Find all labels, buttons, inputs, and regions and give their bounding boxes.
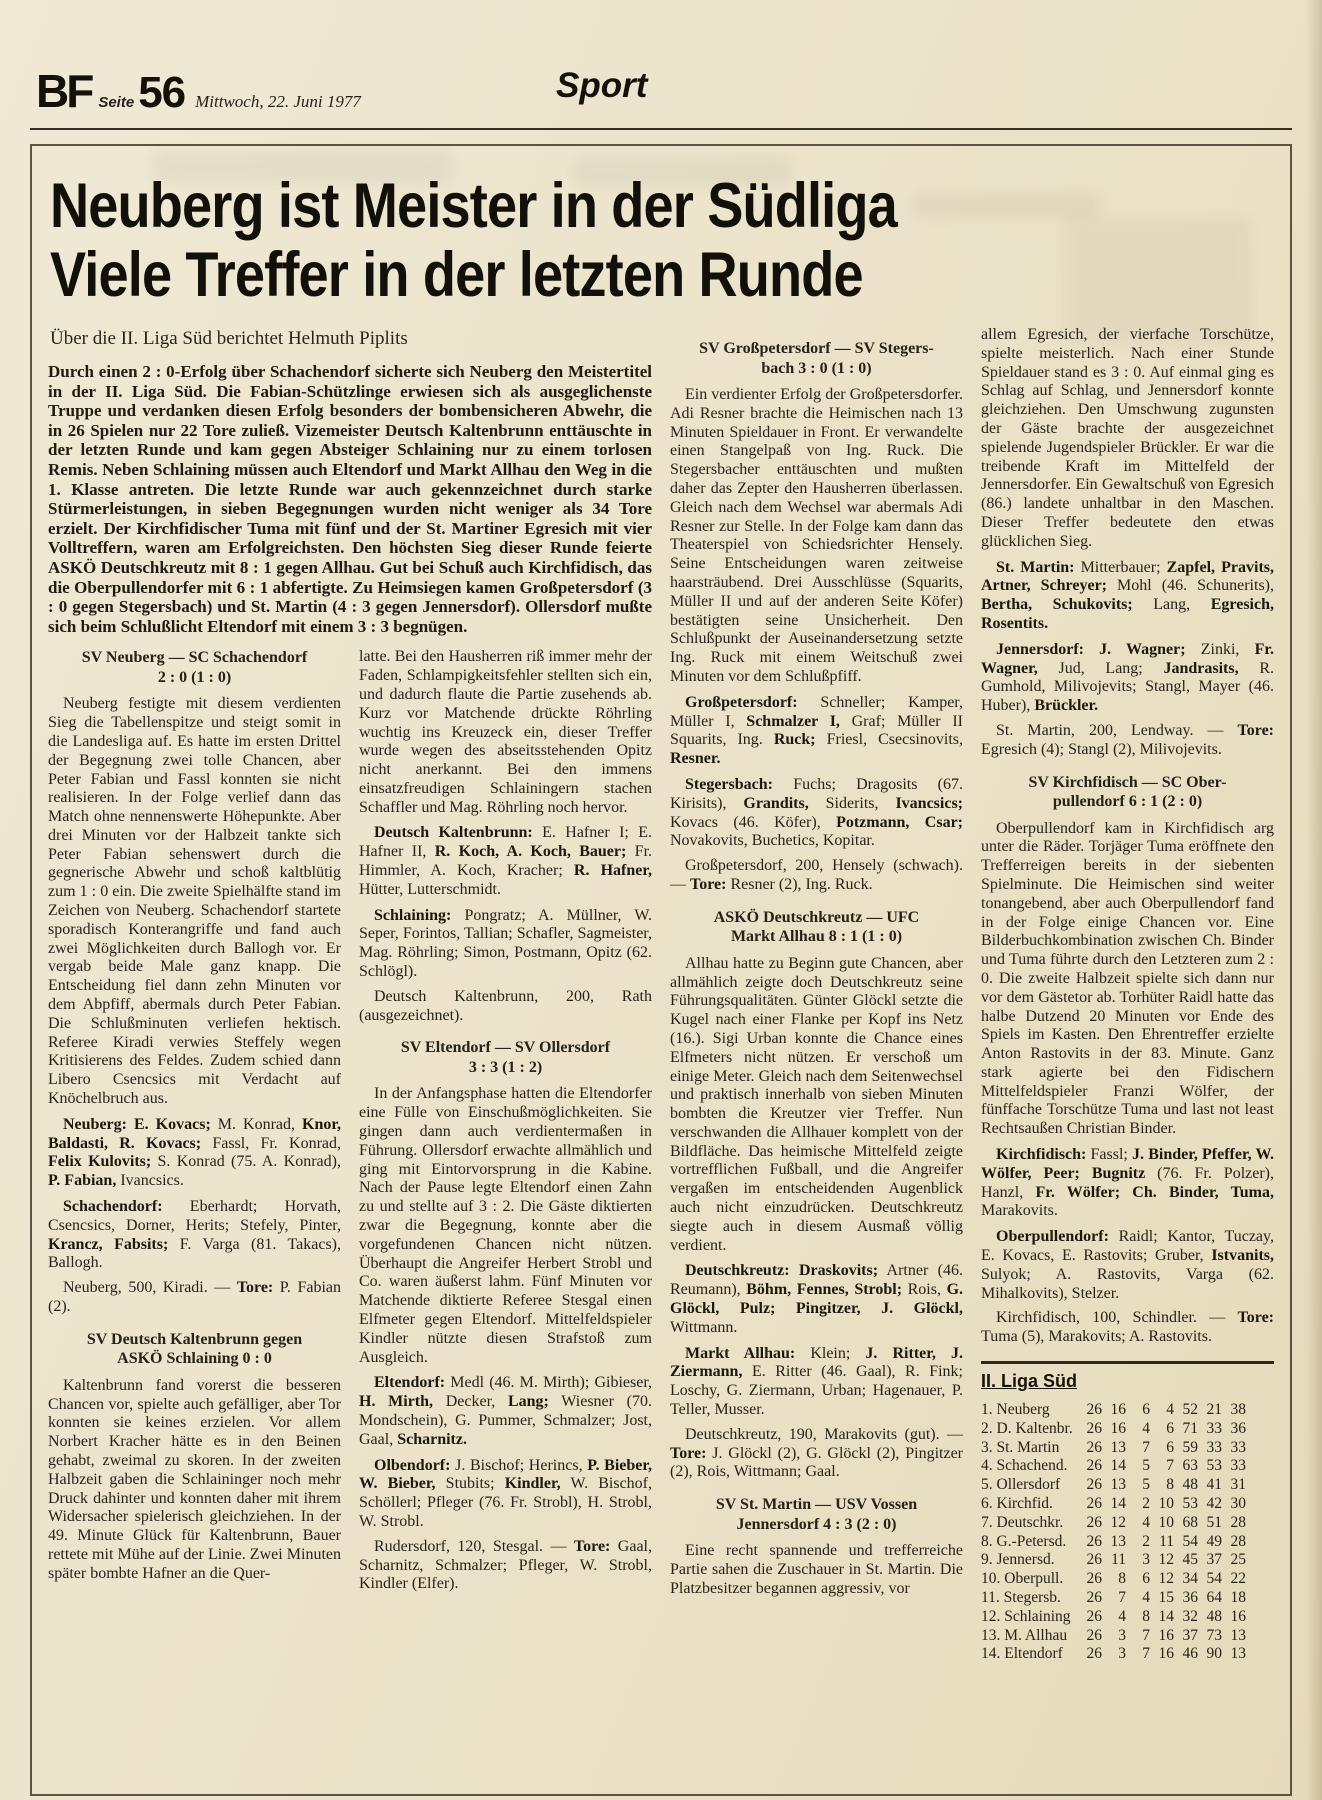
table-stat: 45 <box>1182 1551 1198 1569</box>
table-stat: 26 <box>1086 1532 1102 1550</box>
league-table <box>981 1361 1274 1664</box>
table-row <box>981 1495 1274 1514</box>
table-stat: 7 <box>1118 1589 1126 1607</box>
bold-text: Eltendorf: <box>374 1374 446 1392</box>
match-note: St. Martin, 200, Lendway. — Tore: Egresich (4); Stangl (2), Milivojevits. <box>981 721 1274 758</box>
table-stat: 3 <box>1118 1626 1126 1644</box>
bold-text: Markt Allhau: <box>685 1344 796 1362</box>
table-team: 4. Schachend. <box>981 1457 1068 1475</box>
table-stat: 16 <box>1110 1419 1126 1437</box>
headline-line-1: Neuberg ist Meister in der Südliga <box>50 171 897 241</box>
column-4 <box>981 326 1274 1664</box>
lead-section <box>48 326 652 1664</box>
table-team: 14. Eltendorf <box>981 1645 1063 1663</box>
table-stat: 18 <box>1230 1589 1246 1607</box>
table-stat: 12 <box>1110 1513 1126 1531</box>
bold-text: Potzmann, Csar; <box>836 813 963 831</box>
table-stat: 48 <box>1206 1607 1222 1625</box>
table-stat: 4 <box>1142 1589 1150 1607</box>
lineup-paragraph: Schachendorf: Eberhardt; Horvath, Csencsics, Dorner, Herits; Stefely, Pinter, Krancz, Fabsits; F. Varga (81. Takacs), Ballogh. <box>48 1198 342 1272</box>
table-team: 7. Deutschkr. <box>981 1513 1064 1531</box>
table-stat: 13 <box>1110 1476 1126 1494</box>
table-stat: 28 <box>1230 1532 1246 1550</box>
table-team: 5. Ollersdorf <box>981 1476 1061 1494</box>
bold-text: Ruck; <box>773 731 816 749</box>
bold-text: Tore: <box>236 1279 274 1297</box>
table-stat: 2 <box>1142 1532 1150 1550</box>
lineup-paragraph: St. Martin: Mitterbauer; Zapfel, Pravits, Artner, Schreyer; Mohl (46. Schunerits), Bertha, Schukovits; Lang, Egresich, Rosentits. <box>981 558 1274 632</box>
body-paragraph: Kaltenbrunn fand vorerst die besseren Chancen vor, spielte auch gefälliger, aber Tor konnten sie keines erzielen. Vor allem Norbert Kracher hätte es in den Beinen gehabt, zweimal zu skoren. In der zweiten Halbzeit gaben die Schlaininger noch mehr Druck dahinter und konnten daher mit ihrem Widersacher spielerisch gleichziehen. In der 49. Minute Glück für Kaltenbrunn, Bauer rettete mit Mühe auf der Linie. Zwei Minuten später bombte Hafner an die Quer- <box>48 1376 341 1582</box>
match-title: SV Kirchfidisch — SC Ober- pullendorf 6 : 1 (2 : 0) <box>1028 773 1227 811</box>
match-note: Deutschkreutz, 190, Marakovits (gut). — Tore: J. Glöckl (2), G. Glöckl (2), Pingitzer (2), Rois, Wittmann; Gaal. <box>670 1425 963 1481</box>
match-title: SV Neuberg — SC Schachendorf 2 : 0 (1 : 0) <box>81 649 308 686</box>
table-team: 11. Stegersb. <box>981 1589 1061 1607</box>
bold-text: St. Martin: <box>996 558 1075 576</box>
table-stat: 14 <box>1110 1495 1126 1513</box>
table-stat: 54 <box>1182 1532 1198 1550</box>
table-stat: 26 <box>1086 1551 1102 1569</box>
table-stat: 7 <box>1142 1645 1150 1663</box>
table-stat: 26 <box>1086 1607 1102 1625</box>
table-stat: 33 <box>1206 1438 1222 1456</box>
bold-text: P. Bieber, W. Bieber, <box>359 1456 653 1493</box>
match-note: Großpetersdorf, 200, Hensely (schwach). — Tore: Resner (2), Ing. Ruck. <box>670 857 963 893</box>
bold-text: Böhm, Fennes, Strobl; <box>746 1281 903 1299</box>
lineup-paragraph: Markt Allhau: Klein; J. Ritter, J. Ziermann, E. Ritter (46. Gaal), R. Fink; Loschy, G. Ziermann, Urban; Hagenauer, P. Teller, Musser. <box>670 1344 963 1419</box>
match-note: Deutsch Kaltenbrunn, 200, Rath (ausgezeichnet). <box>359 987 652 1024</box>
bold-text: Fr. Wölfer; Ch. Binder, Tuma, <box>1035 1183 1275 1201</box>
bold-text: Lang; <box>507 1393 549 1411</box>
table-stat: 21 <box>1206 1401 1222 1419</box>
bold-text: Tore: <box>573 1537 611 1555</box>
bold-text: Scharnitz. <box>397 1430 467 1448</box>
table-team: 12. Schlaining <box>981 1607 1071 1625</box>
table-stat: 11 <box>1159 1532 1174 1550</box>
body-paragraph-continued: latte. Bei den Hausherren riß immer mehr der Faden, Schlampigkeitsfehler stellten sich ein, und dadurch flaute die Partie zusehends ab. Kurz vor Matchende drückte Röhrling wuchtig ins Kreuzeck ein, dieser Treffer wurde wegen des abseitsstehenden Opitz nicht anerkannt. Bei den immens einsatzfreudigen Schlainingern stachen Schaffler und Mag. Röhrling noch hervor. <box>359 648 652 816</box>
bold-text: Oberpullendorf: <box>996 1228 1109 1246</box>
table-stat: 14 <box>1158 1607 1174 1625</box>
table-stat: 7 <box>1142 1626 1150 1644</box>
table-row <box>981 1420 1274 1439</box>
match-title: SV Eltendorf — SV Ollersdorf 3 : 3 (1 : 2) <box>400 1039 611 1076</box>
section-title: Sport <box>556 66 648 105</box>
issue-date: Mittwoch, 22. Juni 1977 <box>195 92 361 111</box>
bold-text: Tore: <box>1237 721 1274 739</box>
table-stat: 6 <box>1166 1438 1174 1456</box>
table-stat: 16 <box>1158 1645 1174 1663</box>
table-stat: 26 <box>1086 1476 1102 1494</box>
table-row <box>981 1401 1274 1420</box>
table-stat: 73 <box>1206 1626 1222 1644</box>
article-columns <box>48 326 1274 1664</box>
bold-text: Egresich, Rosentits. <box>981 596 1274 632</box>
lineup-paragraph: Stegersbach: Fuchs; Dragosits (67. Kirisits), Grandits, Siderits, Ivancsics; Kovacs (46. Köfer), Potzmann, Csar; Novakovits, Buchetics, Kopitar. <box>670 775 964 850</box>
table-stat: 4 <box>1142 1419 1150 1437</box>
table-stat: 6 <box>1142 1401 1150 1419</box>
match-note: Kirchfidisch, 100, Schindler. — Tore: Tuma (5), Marakovits; A. Rastovits. <box>981 1309 1274 1346</box>
table-team: 6. Kirchfid. <box>981 1495 1053 1513</box>
table-stat: 12 <box>1158 1570 1174 1588</box>
lineup-paragraph: Großpetersdorf: Schneller; Kamper, Müller I, Schmalzer I, Graf; Müller II Squarits, Ing. Ruck; Friesl, Csecsinovits, Resner. <box>670 693 964 768</box>
lineup-paragraph: Olbendorf: J. Bischof; Herincs, P. Bieber, W. Bieber, Stubits; Kindler, W. Bischof, Schöllerl; Pfleger (76. Fr. Strobl), H. Strobl, W. Strobl. <box>359 1456 653 1530</box>
table-row <box>981 1645 1274 1664</box>
table-stat: 4 <box>1166 1401 1174 1419</box>
bold-text: Kirchfidisch: <box>996 1146 1087 1164</box>
bold-text: J. Ritter, J. Ziermann, <box>670 1344 963 1381</box>
bold-text: J. Binder, Pfeffer, W. Wölfer, Peer; Bugnitz <box>981 1146 1275 1182</box>
table-stat: 36 <box>1182 1589 1198 1607</box>
table-row <box>981 1533 1274 1552</box>
table-stat: 13 <box>1230 1626 1246 1644</box>
table-stat: 34 <box>1182 1570 1198 1588</box>
table-stat: 51 <box>1206 1513 1222 1531</box>
bold-text: R. Koch, A. Koch, Bauer; <box>434 843 627 861</box>
lineup-paragraph: Eltendorf: Medl (46. M. Mirth); Gibieser, H. Mirth, Decker, Lang; Wiesner (70. Mondschein), G. Pummer, Schmalzer; Jost, Gaal, Scharnitz. <box>359 1374 652 1448</box>
table-stat: 26 <box>1086 1457 1102 1475</box>
table-stat: 4 <box>1142 1513 1150 1531</box>
table-team: 3. St. Martin <box>981 1438 1060 1456</box>
bold-text: Neuberg: E. Kovacs; <box>63 1115 211 1133</box>
column-3 <box>670 326 963 1664</box>
bold-text: Istvanits, <box>1211 1247 1274 1265</box>
table-row <box>981 1627 1274 1646</box>
bold-text: Felix Kulovits; <box>48 1153 152 1171</box>
table-row <box>981 1514 1274 1533</box>
table-stat: 26 <box>1086 1438 1102 1456</box>
table-stat: 6 <box>1142 1570 1150 1588</box>
table-stat: 71 <box>1182 1419 1198 1437</box>
table-stat: 63 <box>1182 1457 1198 1475</box>
lineup-paragraph: Oberpullendorf: Raidl; Kantor, Tuczay, E. Kovacs, E. Rastovits; Gruber, Istvanits, Sulyok; A. Rastovits, Varga (62. Mihalkovits), Stelzer. <box>981 1228 1274 1302</box>
bold-text: Brückler. <box>1034 697 1099 715</box>
table-stat: 13 <box>1110 1438 1126 1456</box>
table-stat: 48 <box>1182 1476 1198 1494</box>
bold-text: Tore: <box>1237 1309 1274 1327</box>
bold-text: Krancz, Fabsits; <box>48 1235 169 1253</box>
table-stat: 90 <box>1206 1645 1222 1663</box>
lineup-paragraph: Neuberg: E. Kovacs; M. Konrad, Knor, Baldasti, R. Kovacs; Fassl, Fr. Konrad, Felix Kulovits; S. Konrad (75. A. Konrad), P. Fabian, Ivancsics. <box>48 1115 341 1190</box>
table-stat: 8 <box>1166 1476 1174 1494</box>
table-stat: 5 <box>1142 1457 1150 1475</box>
bold-text: Großpetersdorf: <box>685 693 798 711</box>
bold-text: Zapfel, Pravits, Artner, Schreyer; <box>981 558 1274 595</box>
table-stat: 3 <box>1142 1551 1150 1569</box>
table-stat: 33 <box>1206 1419 1222 1437</box>
table-stat: 16 <box>1110 1401 1126 1419</box>
table-stat: 59 <box>1182 1438 1198 1456</box>
table-stat: 53 <box>1206 1457 1222 1475</box>
lead-paragraph: Durch einen 2 : 0-Erfolg über Schachendorf sicherte sich Neuberg den Meistertitel in der II. Liga Süd. Die Fabian-Schützlinge erwiesen sich als ausgeglichenste Truppe und verdanken diesen Erfolg besonders der bombensicheren Abwehr, die in 26 Spielen nur 22 Tore zuließ. Vizemeister Deutsch Kaltenbrunn enttäuschte in der letzten Runde und kam gegen Absteiger Schlaining nur zu einem torlosen Remis. Neben Schlaining müssen auch Eltendorf und Markt Allhau den Weg in die 1. Klasse antreten. Die letzte Runde war auch gekennzeichnet durch starke Stürmerleistungen, in sieben Begegnungen wurden nicht weniger als 34 Tore erzielt. Der Kirchfidischer Tuma mit fünf und der St. Martiner Egresich mit vier Volltreffern, waren am Erfolgreichsten. Den höchsten Sieg dieser Runde feierte ASKÖ Deutschkreutz mit 8 : 1 gegen Allhau. Gut bei Schuß auch Kirchfidisch, das die Oberpullendorfer mit 6 : 1 abfertigte. Zu Heimsiegen kamen Großpetersdorf (3 : 0 gegen Stegersbach) und St. Martin (4 : 3 gegen Jennersdorf). Ollersdorf mußte sich beim Schlußlicht Eltendorf mit einem 3 : 3 begnügen. <box>48 362 652 636</box>
table-stat: 30 <box>1230 1495 1246 1513</box>
body-paragraph: Oberpullendorf kam in Kirchfidisch arg unter die Räder. Torjäger Tuma eröffnete den Trefferreigen bereits in der siebenten Spielminute. Die Heimischen sind weiter tonangebend, aber auch Oberpullendorf fand in der Folge einige Chancen vor. Eine Bilderbuchkombination zwischen Ch. Binder und Tuma führte durch den Letzteren zum 2 : 0. Die zweite Halbzeit spielte sich dann nur vor dem Gästetor ab. Torhüter Raidl hatte das halbe Dutzend 20 Minuten vor Ende des Spiels im Kasten. Den Ehrentreffer erzielte Anton Rastovits in der 83. Minute. Ganz stark agierte bei den Fidischern Mittelfeldspieler Franzi Wölfer, der fünffache Torschütze Tuma und last not least Rechtsaußen Christian Binder. <box>981 819 1274 1138</box>
table-row <box>981 1476 1274 1495</box>
match-note: Neuberg, 500, Kiradi. — Tore: P. Fabian (2). <box>48 1279 342 1316</box>
table-stat: 53 <box>1182 1495 1198 1513</box>
headline-line-2: Viele Treffer in der letzten Runde <box>50 240 863 310</box>
bold-text: R. Hafner, <box>573 862 652 880</box>
table-stat: 10 <box>1158 1513 1174 1531</box>
table-stat: 26 <box>1086 1645 1102 1663</box>
column-1 <box>48 648 341 1594</box>
bold-text: Jennersdorf: J. Wagner; <box>996 640 1186 658</box>
report-columns-left <box>48 648 652 1594</box>
bold-text: Fr. Wagner, <box>981 640 1274 677</box>
table-team: 8. G.-Petersd. <box>981 1532 1067 1550</box>
match-title: ASKÖ Deutschkreutz — UFC Markt Allhau 8 : 1 (1 : 0) <box>713 908 920 946</box>
table-row <box>981 1589 1274 1608</box>
table-stat: 52 <box>1182 1401 1198 1419</box>
body-paragraph-continued: allem Egresich, der vierfache Torschütze, spielte meisterlich. Nach einer Stunde Spieldauer stand es 3 : 0. Auf einmal ging es Schlag auf Schlag, und Jennersdorf konnte gleichziehen. Den Umschwung zugunsten der Gäste brachte der ausgezeichnet spielende Jugendspieler Brückler. Er war die treibende Kraft im Mittelfeld der Jennersdorfer. Ein Gewaltschuß von Egresich (86.) landete unhaltbar in den Maschen. Dieser Treffer bedeutete den etwas glücklichen Sieg. <box>981 326 1274 550</box>
table-stat: 8 <box>1142 1607 1150 1625</box>
league-table-rows <box>981 1401 1274 1664</box>
headline <box>48 170 1274 326</box>
table-stat: 13 <box>1230 1645 1246 1663</box>
body-paragraph: Neuberg festigte mit diesem verdienten Sieg die Tabellenspitze und steigt somit in die Landesliga auf. Es hatte im ersten Drittel der Begegnung zwei tolle Chancen, aber Peter Fabian und Fassl konnten sie nicht realisieren. In der Folge verlief dann das Match ohne nennenswerte Höhepunkte. Aber drei Minuten vor der Halbzeit tankte sich Peter Fabian sehenswert durch die gegnerische Abwehr und schoß kaltblütig zum 1 : 0 ein. Die zweite Spielhälfte stand im Zeichen von Neuberg. Schachendorf startete sporadisch Konterangriffe und fand auch zwei Möglichkeiten durch Ballogh vor. Er vergab beide Male ganz knapp. Die Entscheidung fiel dann zehn Minuten vor dem Abpfiff, abermals durch Peter Fabian. Die Schlußminuten verliefen hektisch. Referee Kiradi verwies Steffely wegen Kritisierens des Feldes. Zudem schied dann Libero Csencsics mit Verdacht auf Knöchelbruch aus. <box>48 695 341 1108</box>
newspaper-logo: BF <box>36 65 92 117</box>
table-stat: 26 <box>1086 1513 1102 1531</box>
table-stat: 15 <box>1158 1589 1174 1607</box>
table-stat: 54 <box>1206 1570 1222 1588</box>
table-stat: 12 <box>1158 1551 1174 1569</box>
table-row <box>981 1551 1274 1570</box>
table-row <box>981 1439 1274 1458</box>
table-row <box>981 1608 1274 1627</box>
table-stat: 32 <box>1182 1607 1198 1625</box>
table-stat: 26 <box>1086 1401 1102 1419</box>
table-stat: 37 <box>1206 1551 1222 1569</box>
body-paragraph: Eine recht spannende und trefferreiche Partie sahen die Zuschauer in St. Martin. Die Platzbesitzer begannen aggressiv, vor <box>670 1542 963 1597</box>
bold-text: Tore: <box>690 875 727 893</box>
bold-text: Knor, Baldasti, R. Kovacs; <box>48 1115 341 1152</box>
table-stat: 22 <box>1230 1570 1246 1588</box>
bold-text: Kindler, <box>504 1475 561 1493</box>
table-stat: 6 <box>1166 1419 1174 1437</box>
table-stat: 16 <box>1158 1626 1174 1644</box>
column-4-reports <box>981 326 1274 1347</box>
table-stat: 13 <box>1110 1532 1126 1550</box>
table-stat: 3 <box>1118 1645 1126 1663</box>
table-stat: 10 <box>1158 1495 1174 1513</box>
table-stat: 33 <box>1230 1438 1246 1456</box>
bold-text: Schmalzer I, <box>746 712 840 730</box>
table-stat: 26 <box>1086 1570 1102 1588</box>
bold-text: Bertha, Schukovits; <box>981 596 1133 614</box>
bold-text: Deutsch Kaltenbrunn: <box>374 824 533 842</box>
lineup-paragraph: Kirchfidisch: Fassl; J. Binder, Pfeffer, W. Wölfer, Peer; Bugnitz (76. Fr. Polzer), Hanzl, Fr. Wölfer; Ch. Binder, Tuma, Marakovits. <box>981 1146 1275 1220</box>
table-stat: 37 <box>1182 1626 1198 1644</box>
body-paragraph: Allhau hatte zu Beginn gute Chancen, aber allmählich zeigte doch Deutschkreutz seine Führungsqualitäten. Günter Glöckl setzte die Kugel nach einer Flanke per Kopf ins Netz (16.). Sigi Urban konnte die Chance eines Elfmeters nicht nützen. Er verschoß um einige Meter. Gleich nach dem Seitenwechsel und praktisch innerhalb von sieben Minuten bombten die Kreutzer vier Treffer. Nun verschwanden die Allhauer komplett von der Bildfläche. Das heimische Mittelfeld zeigte vortrefflichen Fußball, und die Angreifer vergaßen im entscheidenden Augenblick auch nicht einzudrücken. Deutschkreutz siegte auch in diesem Ausmaß völlig verdient. <box>670 954 963 1254</box>
table-stat: 36 <box>1230 1419 1246 1437</box>
table-team: 1. Neuberg <box>981 1401 1050 1419</box>
table-row <box>981 1570 1274 1589</box>
table-stat: 26 <box>1086 1495 1102 1513</box>
bold-text: H. Mirth, <box>359 1393 434 1411</box>
match-note: Rudersdorf, 120, Stesgal. — Tore: Gaal, Scharnitz, Schmalzer; Pfleger, W. Strobl, Kindler (Elfer). <box>359 1537 653 1593</box>
table-stat: 26 <box>1086 1419 1102 1437</box>
table-stat: 26 <box>1086 1626 1102 1644</box>
bold-text: Resner. <box>670 750 721 768</box>
table-stat: 42 <box>1206 1495 1222 1513</box>
bold-text: Olbendorf: <box>374 1456 451 1474</box>
masthead <box>0 0 1322 124</box>
bold-text: G. Glöckl, Pulz; Pingitzer, J. Glöckl, <box>670 1281 964 1318</box>
byline: Über die II. Liga Süd berichtet Helmuth Piplits <box>50 328 408 349</box>
table-stat: 8 <box>1118 1570 1126 1588</box>
table-stat: 25 <box>1230 1551 1246 1569</box>
match-title: SV Großpetersdorf — SV Stegers- bach 3 : 0 (1 : 0) <box>699 340 934 377</box>
bold-text: Ivancsics; <box>895 794 964 812</box>
table-stat: 64 <box>1206 1589 1222 1607</box>
bold-text: Stegersbach: <box>685 775 773 793</box>
body-paragraph: Ein verdienter Erfolg der Großpetersdorfer. Adi Resner brachte die Heimischen nach 13 Minuten Spieldauer in Front. Er verwandelte einen Stangelpaß von Ing. Ruck. Die Stegersbacher enttäuschten und mußten daher das Zepter den Hausherren überlassen. Gleich nach dem Wechsel war abermals Adi Resner zur Stelle. In der Folge kam dann das Theaterspiel von Schiedsrichter Hensely. Seine Entscheidungen waren zeitweise haarsträubend. Drei Ausschlüsse (Squarits, Müller II und auf der anderen Seite Köfer) bestätigten seine Unsicherheit. Den Schlußpunkt der Auseinandersetzung setzte Ing. Ruck mit einem Weitschuß zwei Minuten vor dem Schlußpfiff. <box>670 386 963 685</box>
article-box <box>30 144 1292 1796</box>
table-stat: 41 <box>1206 1476 1222 1494</box>
table-stat: 16 <box>1230 1607 1246 1625</box>
table-stat: 14 <box>1110 1457 1126 1475</box>
bold-text: Schachendorf: <box>63 1198 163 1216</box>
body-paragraph: In der Anfangsphase hatten die Eltendorfer eine Fülle von Einschußmöglichkeiten. Sie gingen dann auch verdientermaßen in Führung. Ollersdorf erwachte allmählich und ging mit Eintorvorsprung in die Kabine. Nach der Pause legte Eltendorf einen Zahn zu und stellte auf 3 : 2. Die Gäste diktierten zwar die Begegnung, konnte aber die vorgefundenen Chancen nicht nützen. Überhaupt die Angreifer Herbert Strobl und Co. waren äußerst lahm. Fünf Minuten vor Matchende diktierte Referee Stesgal einen Elfmeter gegen Eltendorf. Mittelfeldspieler Kindler nützte diesen Strafstoß zum Ausgleich. <box>359 1085 652 1366</box>
page-label: Seite <box>98 94 135 111</box>
table-team: 10. Oberpull. <box>981 1570 1064 1588</box>
table-stat: 46 <box>1182 1645 1198 1663</box>
table-stat: 2 <box>1142 1495 1150 1513</box>
table-stat: 11 <box>1111 1551 1126 1569</box>
table-team: 9. Jennersd. <box>981 1551 1055 1569</box>
bold-text: Grandits, <box>743 794 809 812</box>
bold-text: Deutschkreutz: Draskovits; <box>685 1262 879 1280</box>
lineup-paragraph: Jennersdorf: J. Wagner; Zinki, Fr. Wagner, Jud, Lang; Jandrasits, R. Gumhold, Milivojevits; Stangl, Mayer (46. Huber), Brückler. <box>981 640 1275 715</box>
league-table-title: II. Liga Süd <box>981 1371 1078 1392</box>
match-title: SV St. Martin — USV Vossen Jennersdorf 4 : 3 (2 : 0) <box>715 1496 918 1533</box>
table-stat: 38 <box>1230 1401 1246 1419</box>
lineup-paragraph: Deutsch Kaltenbrunn: E. Hafner I; E. Hafner II, R. Koch, A. Koch, Bauer; Fr. Himmler, A. Koch, Kracher; R. Hafner, Hütter, Lutterschmidt. <box>359 824 653 898</box>
bold-text: Jandrasits, <box>1163 659 1239 677</box>
page-number: 56 <box>138 68 186 117</box>
table-stat: 4 <box>1118 1607 1126 1625</box>
table-team: 2. D. Kaltenbr. <box>981 1419 1073 1437</box>
table-stat: 68 <box>1182 1513 1198 1531</box>
lineup-paragraph: Deutschkreutz: Draskovits; Artner (46. Reumann), Böhm, Fennes, Strobl; Rois, G. Glöckl, Pulz; Pingitzer, J. Glöckl, Wittmann. <box>670 1262 964 1336</box>
bold-text: P. Fabian, <box>48 1172 117 1190</box>
lineup-paragraph: Schlaining: Pongratz; A. Müllner, W. Seper, Forintos, Tallian; Schafler, Sagmeister, Mag. Röhrling; Simon, Postmann, Opitz (62. Schlögl). <box>359 906 652 981</box>
table-team: 13. M. Allhau <box>981 1626 1068 1644</box>
table-stat: 33 <box>1230 1457 1246 1475</box>
table-stat: 28 <box>1230 1513 1246 1531</box>
masthead-rule <box>30 128 1292 130</box>
match-title: SV Deutsch Kaltenbrunn gegen ASKÖ Schlaining 0 : 0 <box>86 1330 303 1368</box>
table-stat: 7 <box>1142 1438 1150 1456</box>
bold-text: Schlaining: <box>374 906 452 924</box>
column-2 <box>359 648 652 1594</box>
table-stat: 26 <box>1086 1589 1102 1607</box>
table-row <box>981 1457 1274 1476</box>
table-stat: 49 <box>1206 1532 1222 1550</box>
table-stat: 31 <box>1230 1476 1246 1494</box>
bold-text: Tore: <box>670 1444 707 1462</box>
table-stat: 7 <box>1166 1457 1174 1475</box>
table-stat: 5 <box>1142 1476 1150 1494</box>
